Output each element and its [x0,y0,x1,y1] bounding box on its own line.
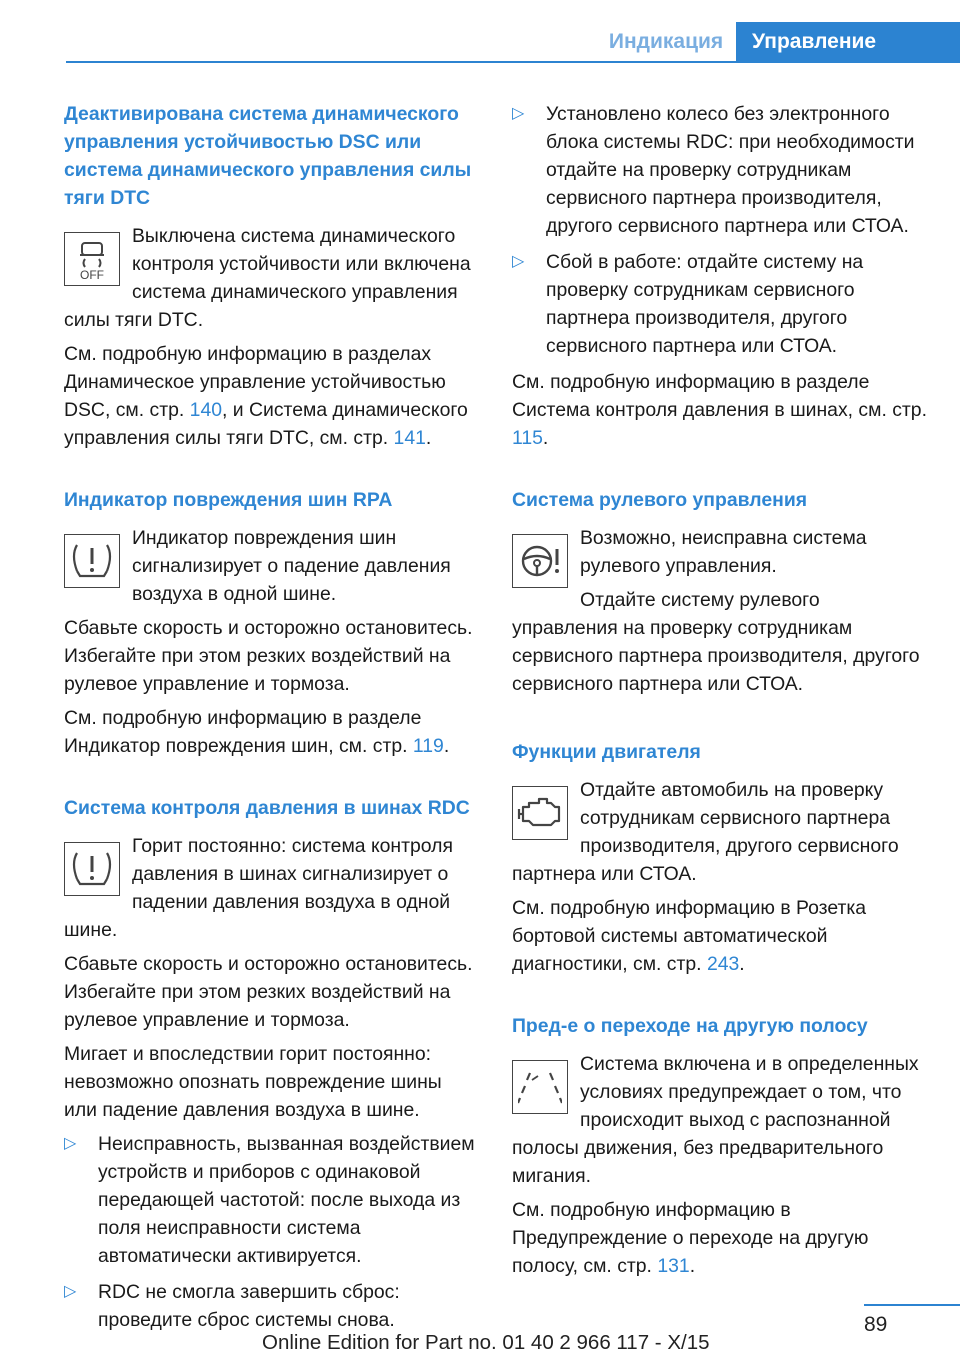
steering-wheel-icon [512,534,568,588]
section-title-dsc: Деактивирована система динамического управления устойчивостью DSC или система динамического управления силы тяги DTC [64,103,472,209]
rdc-reference: См. подробную информацию в разделе Система контроля давления в шинах, см. стр. 115. [512,371,927,449]
rdc-blinking: Мигает и впоследствии горит постоянно: невозможно опознать повреждение шины или падение давления воздуха в шине. [64,1043,442,1121]
tire-warning-icon [64,842,120,896]
list-item: ▷ RDC не смогла завершить сброс: проведите сброс системы снова. [64,1278,480,1334]
section-rpa [64,486,480,760]
rdc-bullet-list [64,1130,480,1334]
section-steering [512,486,928,704]
engine-icon [512,786,568,840]
triangle-bullet-icon: ▷ [512,105,525,122]
lane-departure-icon [512,1060,568,1114]
header-rule [66,61,960,63]
page-link[interactable]: 115 [512,427,543,449]
page-link[interactable]: 141 [393,427,426,449]
left-column [64,100,480,1342]
rdc-advice: Сбавьте скорость и осторожно остановитесь. Избегайте при этом резких воздействий на рулевое управление и тормоза. [64,953,473,1031]
rpa-text: Индикатор повреждения шин сигнализирует о падение давления воздуха в одной шине. [132,527,451,605]
page-link[interactable]: 243 [706,953,740,975]
section-lane [512,1012,928,1280]
section-title-lane: Пред-е о переходе на другую полосу [512,1015,868,1037]
rdc-bullet-list-continued [512,100,928,360]
footer-rule [864,1304,960,1306]
page-link[interactable]: 131 [657,1255,690,1277]
lane-reference: См. подробную информацию в Предупреждение о переходе на другую полосу, см. стр. 131. [512,1199,869,1277]
tab-control[interactable]: Управление [736,22,960,62]
section-title-steering: Система рулевого управления [512,489,808,511]
page-number: 89 [864,1313,888,1336]
section-title-rdc: Система контроля давления в шинах RDC [64,797,470,819]
dsc-reference: См. подробную информацию в разделах Динамическое управление устойчивостью DSC, см. стр. 140, и Система динамического управления силы тяги DTC, см. стр. 141. [64,343,468,449]
rpa-reference: См. подробную информацию в разделе Индикатор повреждения шин, см. стр. 119. [64,707,450,757]
triangle-bullet-icon: ▷ [512,253,525,270]
list-item: ▷ Установлено колесо без электронного блока системы RDC: при необходимости отдайте на проверку сотрудникам сервисного партнера производителя, другого сервисного партнера или СТОА. [512,100,928,240]
rdc-text: Горит постоянно: система контроля давления в шинах сигнализирует о падении давления воздуха в одной шине. [64,835,453,941]
page-link[interactable]: 140 [189,399,223,421]
triangle-bullet-icon: ▷ [64,1135,77,1152]
edition-line: Online Edition for Part no. 01 40 2 966 117 - X/15 [262,1331,710,1354]
steering-text: Возможно, неисправна система рулевого управления. [580,527,867,577]
right-column [512,100,928,1286]
tire-warning-icon [64,534,120,588]
list-item: ▷ Неисправность, вызванная воздействием устройств и приборов с одинаковой передающей частотой: после выхода из поля неисправности система автоматически активируется. [64,1130,480,1270]
dsc-off-icon [64,232,120,286]
section-title-rpa: Индикатор повреждения шин RPA [64,489,393,511]
engine-reference: См. подробную информацию в Розетка бортовой системы автоматической диагностики, см. стр. 243. [512,897,867,975]
engine-text: Отдайте автомобиль на проверку сотрудникам сервисного партнера производителя, другого сервисного партнера или СТОА. [512,779,899,885]
triangle-bullet-icon: ▷ [64,1283,77,1300]
section-title-engine: Функции двигателя [512,741,701,763]
page-link[interactable]: 119 [412,735,444,757]
section-rdc [64,794,480,1334]
svg-text:OFF: OFF [80,268,104,281]
section-engine [512,738,928,978]
list-item: ▷ Сбой в работе: отдайте систему на проверку сотрудникам сервисного партнера производителя, другого сервисного партнера или СТОА. [512,248,928,360]
section-rdc-continued [512,100,928,452]
rpa-advice: Сбавьте скорость и осторожно остановитесь. Избегайте при этом резких воздействий на рулевое управление и тормоза. [64,617,473,695]
section-dsc [64,100,480,452]
tab-indication[interactable]: Индикация [608,30,724,53]
steering-advice: Отдайте систему рулевого управления на проверку сотрудникам сервисного партнера производителя, другого сервисного партнера или СТОА. [512,589,920,695]
dsc-text: Выключена система динамического контроля устойчивости или включена система динамического управления силы тяги DTC. [64,225,471,331]
lane-text: Система включена и в определенных условиях предупреждает о том, что происходит выход с распознанной полосы движения, без предварительного мигания. [512,1053,919,1187]
